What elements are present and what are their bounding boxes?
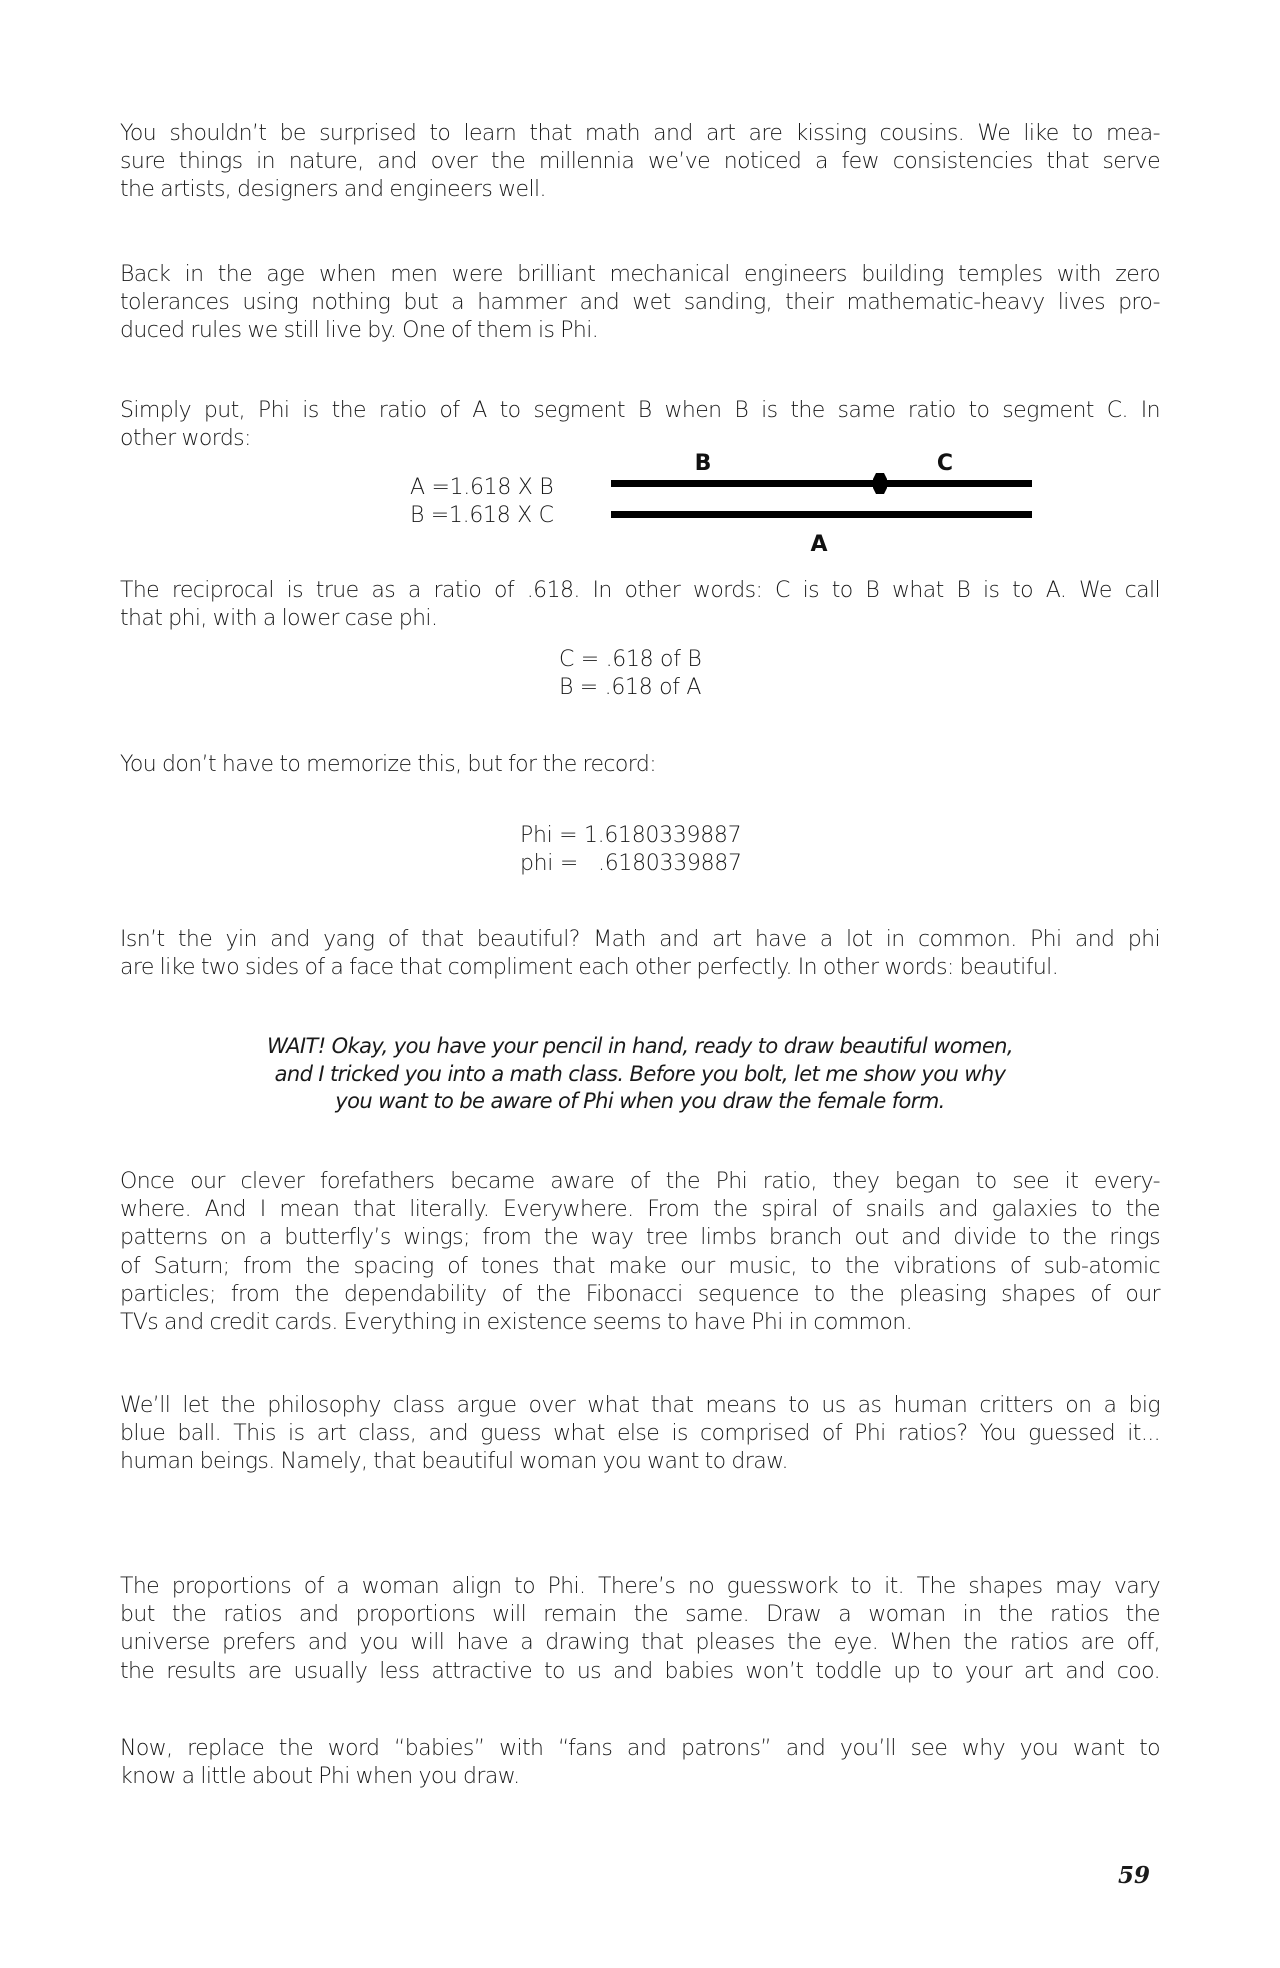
text-line: TVs and credit cards. Everything in existence seems to have Phi in common. bbox=[120, 1310, 912, 1336]
segment-a-bar bbox=[611, 511, 1032, 518]
text-line: other words: bbox=[120, 426, 251, 452]
text-line: of Saturn; from the spacing of tones that make our music, to the vibrations of sub-atomic bbox=[120, 1253, 1160, 1279]
paragraph-everywhere bbox=[120, 1168, 1160, 1337]
aside-line: and I tricked you into a math class. Before you bolt, let me show you why bbox=[274, 1061, 1006, 1086]
text-line: patterns on a butterfly’s wings; from the way tree limbs branch out and divide to the rings bbox=[120, 1225, 1160, 1251]
split-point-marker bbox=[873, 473, 887, 494]
text-line: duced rules we still live by. One of them is Phi. bbox=[120, 318, 599, 344]
text-line: know a little about Phi when you draw. bbox=[120, 1764, 520, 1790]
paragraph-reciprocal bbox=[120, 577, 1160, 633]
text-line: Once our clever forefathers became aware of the Phi ratio, they began to see it every- bbox=[120, 1169, 1160, 1194]
paragraph-yin-yang bbox=[120, 926, 1160, 982]
text-line: The reciprocal is true as a ratio of .618. In other words: C is to B what B is to A. We call bbox=[120, 578, 1160, 603]
paragraph-proportions bbox=[120, 1573, 1160, 1686]
equation-phi-upper-value: Phi = 1.6180339887 bbox=[520, 823, 742, 848]
text-line: universe prefers and you will have a drawing that pleases the eye. When the ratios are off, bbox=[120, 1630, 1160, 1656]
aside-line: you want to be aware of Phi when you draw the female form. bbox=[335, 1089, 945, 1114]
text-line: You shouldn’t be surprised to learn that math and art are kissing cousins. We like to mea- bbox=[120, 121, 1160, 146]
equation-a-equals-phi-b: A =1.618 X B bbox=[410, 475, 554, 500]
text-line: human beings. Namely, that beautiful woman you want to draw. bbox=[120, 1449, 788, 1475]
aside-line: WAIT! Okay, you have your pencil in hand, ready to draw beautiful women, bbox=[267, 1034, 1013, 1058]
paragraph-memorize bbox=[120, 751, 1160, 779]
text-line: tolerances using nothing but a hammer and wet sanding, their mathematic-heavy lives pro- bbox=[120, 290, 1160, 316]
equation-b-of-a: B = .618 of A bbox=[559, 675, 702, 700]
page-number: 59 bbox=[1118, 1862, 1151, 1889]
text-line: We’ll let the philosophy class argue over what that means to us as human critters on a big bbox=[120, 1393, 1160, 1418]
text-line: where. And I mean that literally. Everywhere. From the spiral of snails and galaxies to the bbox=[120, 1197, 1160, 1223]
label-a: A bbox=[810, 532, 828, 557]
equation-phi-lower-value: phi = .6180339887 bbox=[520, 851, 742, 876]
text-line: Back in the age when men were brilliant mechanical engineers building temples with zero bbox=[120, 262, 1160, 287]
text-line: You don’t have to memorize this, but for the record: bbox=[120, 752, 657, 777]
text-line: Simply put, Phi is the ratio of A to segment B when B is the same ratio to segment C. In bbox=[120, 398, 1160, 423]
golden-ratio-diagram bbox=[600, 448, 1040, 558]
label-c: C bbox=[936, 451, 954, 476]
text-line: but the ratios and proportions will remain the same. Draw a woman in the ratios the bbox=[120, 1602, 1160, 1628]
text-line: the results are usually less attractive to us and babies won’t toddle up to your art and coo. bbox=[120, 1658, 1160, 1684]
text-line: particles; from the dependability of the Fibonacci sequence to the pleasing shapes of our bbox=[120, 1281, 1160, 1307]
label-b: B bbox=[694, 451, 712, 476]
golden-ratio-svg bbox=[600, 448, 1040, 558]
text-line: the artists, designers and engineers well. bbox=[120, 177, 546, 203]
text-line: are like two sides of a face that compliment each other perfectly. In other words: beautiful. bbox=[120, 955, 1059, 981]
paragraph-conclusion bbox=[120, 1735, 1160, 1791]
paragraph-phi-definition bbox=[120, 397, 1160, 453]
paragraph-history bbox=[120, 261, 1160, 346]
segment-bc-bar bbox=[611, 480, 1032, 487]
text-line: that phi, with a lower case phi. bbox=[120, 606, 438, 632]
equation-c-of-b: C = .618 of B bbox=[559, 647, 702, 672]
text-line: sure things in nature, and over the millennia we’ve noticed a few consistencies that serve bbox=[120, 149, 1160, 175]
aside-wait-note bbox=[160, 1033, 1120, 1116]
text-line: blue ball. This is art class, and guess what else is comprised of Phi ratios? You guessed it... bbox=[120, 1421, 1160, 1447]
text-line: The proportions of a woman align to Phi. There’s no guesswork to it. The shapes may vary bbox=[120, 1574, 1160, 1599]
text-line: Isn’t the yin and yang of that beautiful? Math and art have a lot in common. Phi and phi bbox=[120, 927, 1160, 952]
text-line: Now, replace the word “babies” with “fans and patrons” and you’ll see why you want to bbox=[120, 1736, 1160, 1761]
paragraph-intro bbox=[120, 120, 1160, 205]
paragraph-philosophy bbox=[120, 1392, 1160, 1477]
equation-b-equals-phi-c: B =1.618 X C bbox=[410, 503, 554, 528]
